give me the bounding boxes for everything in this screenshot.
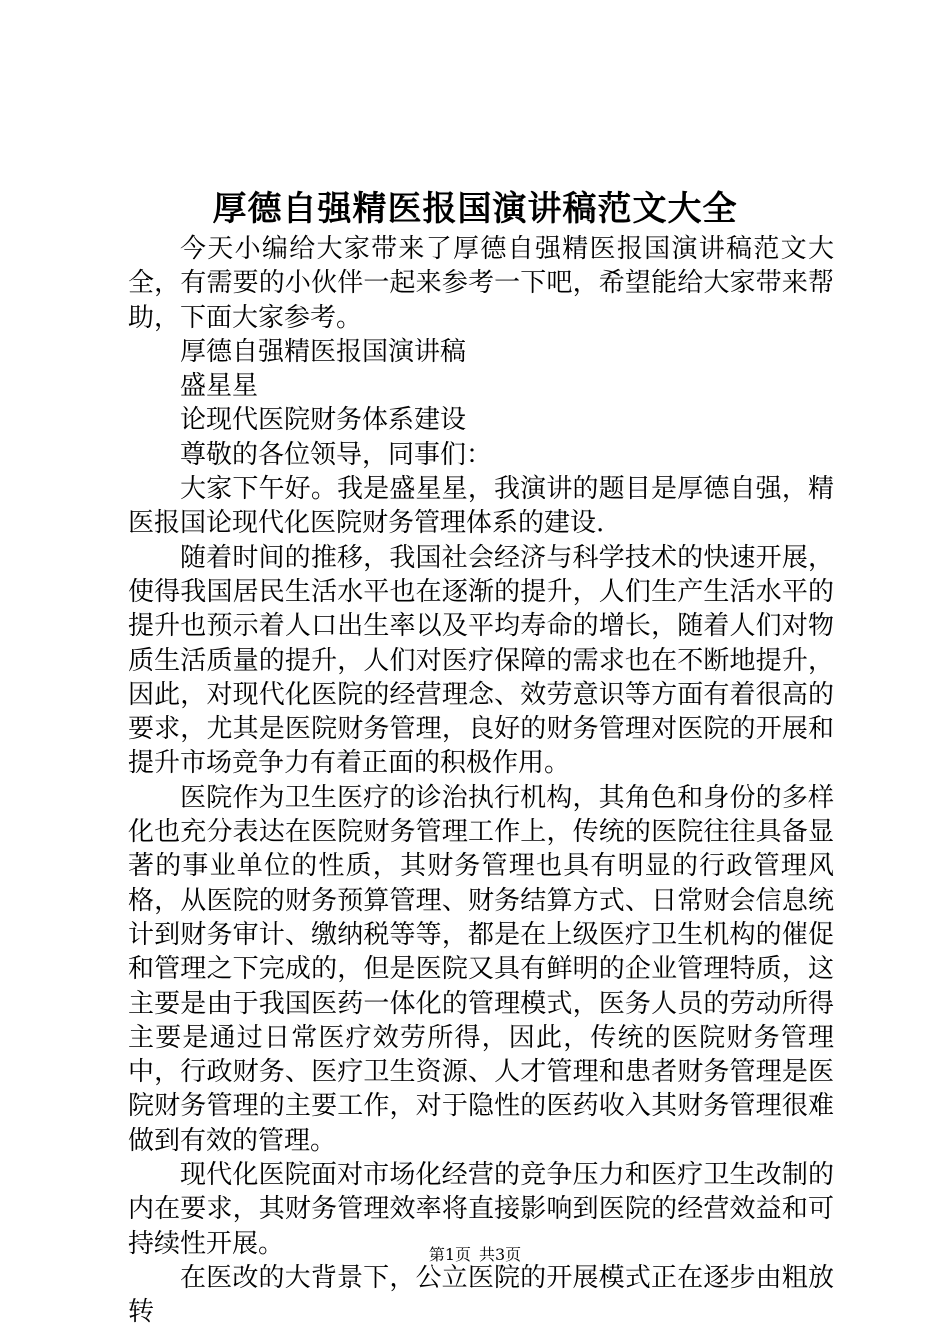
page-footer [0, 1244, 950, 1266]
body-paragraph: 现代化医院面对市场化经营的竞争压力和医疗卫生改制的内在要求，其财务管理效率将直接影响到医院的经营效益和可持续性开展。 [128, 1160, 834, 1259]
body-paragraph: 在医改的大背景下，公立医院的开展模式正在逐步由粗放转 [128, 1262, 834, 1328]
speech-title-line: 厚德自强精医报国演讲稿 [180, 336, 467, 367]
document-title: 厚德自强精医报国演讲稿范文大全 [212, 189, 738, 229]
salutation-line: 尊敬的各位领导，同事们： [180, 439, 493, 470]
author-line: 盛星星 [180, 371, 259, 402]
page-number: 第1页 [428, 1245, 471, 1264]
page-total: 共3页 [479, 1245, 522, 1264]
document-body [128, 232, 834, 1330]
body-paragraph: 医院作为卫生医疗的诊治执行机构，其角色和身份的多样化也充分表达在医院财务管理工作上，传统的医院往往具备显著的事业单位的性质，其财务管理也具有明显的行政管理风格，从医院的财务预算管理、财务结算方式、日常财会信息统计到财务审计、缴纳税等等，都是在上级医疗卫生机构的催促和管理之下完成的，但是医院又具有鲜明的企业管理特质，这主要是由于我国医药一体化的管理模式，医务人员的劳动所得主要是通过日常医疗效劳所得，因此，传统的医院财务管理中，行政财务、医疗卫生资源、人才管理和患者财务管理是医院财务管理的主要工作，对于隐性的医药收入其财务管理很难做到有效的管理。 [128, 782, 834, 1156]
body-paragraph: 随着时间的推移，我国社会经济与科学技术的快速开展，使得我国居民生活水平也在逐渐的提升，人们生产生活水平的提升也预示着人口出生率以及平均寿命的增长，随着人们对物质生活质量的提升，人们对医疗保障的需求也在不断地提升，因此，对现代化医院的经营理念、效劳意识等方面有着很高的要求，尤其是医院财务管理，良好的财务管理对医院的开展和提升市场竞争力有着正面的积极作用。 [128, 542, 834, 779]
subtitle-line: 论现代医院财务体系建设 [180, 405, 467, 436]
intro-paragraph: 今天小编给大家带来了厚德自强精医报国演讲稿范文大全，有需要的小伙伴一起来参考一下吧，希望能给大家带来帮助，下面大家参考。 [128, 234, 834, 333]
body-paragraph: 大家下午好。我是盛星星，我演讲的题目是厚德自强，精医报国论现代化医院财务管理体系的建设. [128, 474, 834, 539]
